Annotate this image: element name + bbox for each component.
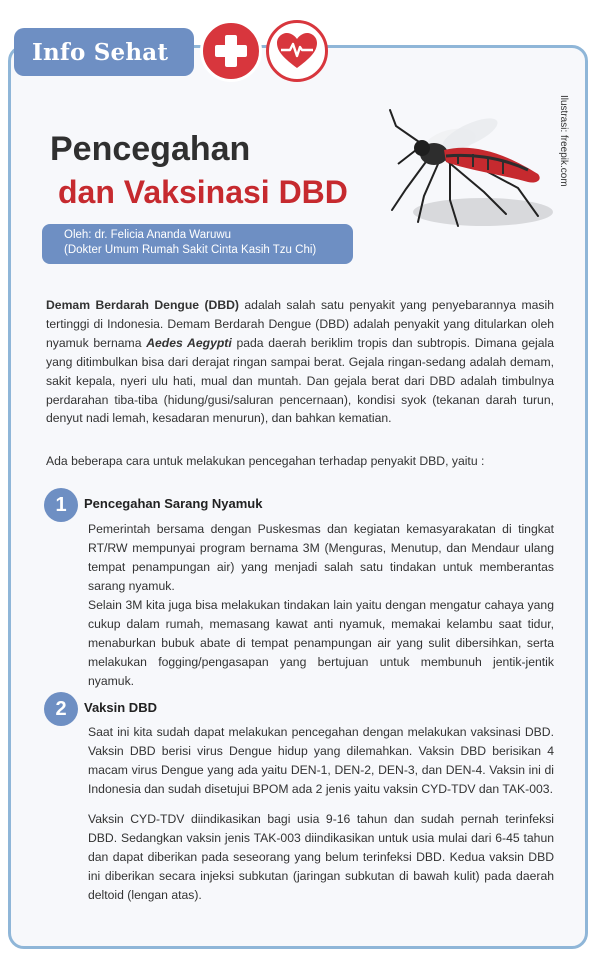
lead-sentence: Ada beberapa cara untuk melakukan pencegahan terhadap penyakit DBD, yaitu : <box>46 454 485 468</box>
author-name: Oleh: dr. Felicia Ananda Waruwu <box>64 229 232 241</box>
intro-term: Demam Berdarah Dengue (DBD) <box>46 298 239 312</box>
page-title: Pencegahan <box>50 130 251 168</box>
section-paragraph: Saat ini kita sudah dapat melakukan pencegahan dengan melakukan vaksinasi DBD. Vaksin DBD berisi virus Dengue hidup yang dilemahkan. Vaksin DBD berisikan 4 macam virus Dengue yang ada yaitu DEN-1, DEN-2, DEN-3, dan DEN-4. Vaksin ini di Indonesia dan sudah disetujui BPOM ada 2 jenis yaitu vaksin CYD-TDV dan TAK-003. <box>88 725 554 796</box>
page-subtitle: dan Vaksinasi DBD <box>58 174 348 210</box>
illustration-credit: Ilustrasi: freepik.com <box>558 95 569 187</box>
intro-text-1: adalah salah satu penyakit yang penyebarannya masih tertinggi di Indonesia. Demam Berdarah Dengue (DBD) adalah penyakit yang ditularkan oleh nyamuk bernama <box>46 298 554 350</box>
section-paragraph: Selain 3M kita juga bisa melakukan tindakan lain yaitu dengan mengatur cahaya yang cukup dalam rumah, memasang kawat anti nyamuk, memakai kelambu saat tidur, menaburkan bubuk abate di tempat penampungan air yang sulit dibersihkan, serta melakukan fogging/pengasapan yang bertujuan untuk membunuh jentik-jentik nyamuk. <box>88 598 554 688</box>
intro-text-2: pada daerah beriklim tropis dan subtropis. Dimana gejala yang ditimbulkan bisa dari derajat ringan sampai berat. Gejala ringan-sedang adalah demam, sakit kepala, nyeri ulu hati, mual dan muntah. Dan gejala berat dari DBD adalah timbulnya perdarahan tiba-tiba (hidung/gusi/saluran pencernaan), kondisi syok (tekanan darah turun, denyut nadi lemah, kesadaran menurun), dan bahkan kematian. <box>46 335 554 426</box>
section-paragraph: Vaksin CYD-TDV diindikasikan bagi usia 9-16 tahun dan sudah pernah terinfeksi DBD. Sedangkan vaksin jenis TAK-003 diindikasikan untuk usia mulai dari 6-45 tahun dan dapat diberikan pada seseorang yang belum terinfeksi DBD. Kedua vaksin DBD ini diberikan secara injeksi subkutan (jaringan subkutan di bawah kulit) pada daerah deltoid (lengan atas). <box>88 812 554 902</box>
section-number-badge: 1 <box>44 488 78 522</box>
mosquito-illustration <box>388 104 558 234</box>
author-banner <box>42 224 353 264</box>
medical-cross-icon <box>200 20 262 82</box>
section-number-badge: 2 <box>44 692 78 726</box>
section-title: Vaksin DBD <box>84 700 157 715</box>
brand-label: Info Sehat <box>32 38 169 66</box>
intro-paragraph <box>46 296 554 428</box>
section-paragraph: Pemerintah bersama dengan Puskesmas dan kegiatan kemasyarakatan di tingkat RT/RW mempunyai program bernama 3M (Menguras, Menutup, dan Mendaur ulang tempat penampungan air) yang menjadi salah satu tindakan untuk memberantas sarang nyamuk. <box>88 522 554 593</box>
author-affiliation: (Dokter Umum Rumah Sakit Cinta Kasih Tzu Chi) <box>64 244 317 256</box>
section-title: Pencegahan Sarang Nyamuk <box>84 496 263 511</box>
heart-pulse-icon <box>266 20 328 82</box>
species-name: Aedes Aegypti <box>146 335 232 350</box>
brand-tab <box>14 28 194 76</box>
